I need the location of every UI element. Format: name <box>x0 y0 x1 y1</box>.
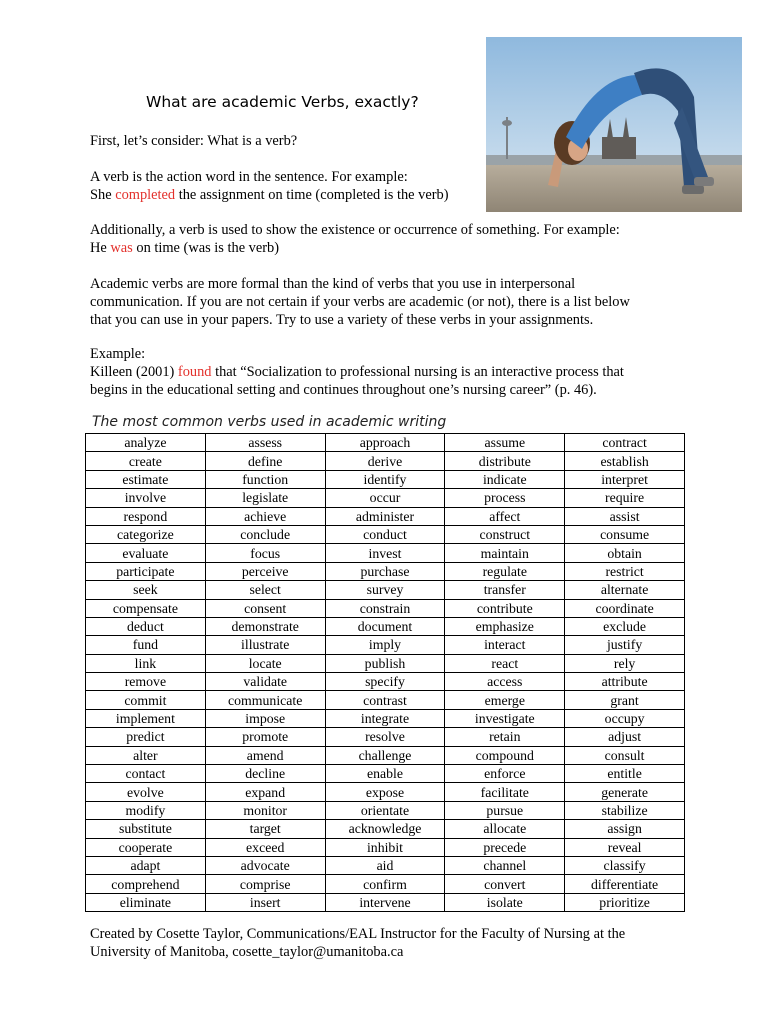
table-cell: survey <box>325 581 445 599</box>
table-row <box>86 654 685 672</box>
example-suffix: the assignment on time (completed is the verb) <box>175 187 449 203</box>
table-caption: The most common verbs used in academic writing <box>92 414 447 430</box>
table-row <box>86 470 685 488</box>
example-label: Example: <box>90 346 146 362</box>
highlighted-verb: found <box>177 364 212 380</box>
table-cell: perceive <box>205 562 325 580</box>
table-cell: occupy <box>565 709 685 727</box>
table-cell: enable <box>325 765 445 783</box>
table-cell: emphasize <box>445 617 565 635</box>
table-cell: constrain <box>325 599 445 617</box>
table-cell: conclude <box>205 525 325 543</box>
table-row <box>86 783 685 801</box>
academic-paragraph <box>90 275 630 329</box>
table-cell: acknowledge <box>325 820 445 838</box>
table-cell: fund <box>86 636 206 654</box>
example-suffix: on time (was is the verb) <box>132 240 280 256</box>
table-cell: transfer <box>445 581 565 599</box>
table-cell: expand <box>205 783 325 801</box>
table-cell: involve <box>86 489 206 507</box>
table-cell: validate <box>205 673 325 691</box>
citation-quote-line: begins in the educational setting and continues throughout one’s nursing career” (p. 46). <box>90 382 597 398</box>
table-cell: exceed <box>205 838 325 856</box>
table-cell: substitute <box>86 820 206 838</box>
table-cell: select <box>205 581 325 599</box>
table-cell: participate <box>86 562 206 580</box>
table-cell: enforce <box>445 765 565 783</box>
table-cell: interact <box>445 636 565 654</box>
table-cell: emerge <box>445 691 565 709</box>
table-cell: comprehend <box>86 875 206 893</box>
table-cell: allocate <box>445 820 565 838</box>
table-cell: consult <box>565 746 685 764</box>
table-cell: rely <box>565 654 685 672</box>
table-row <box>86 452 685 470</box>
table-cell: precede <box>445 838 565 856</box>
academic-paragraph-line: communication. If you are not certain if your verbs are academic (or not), there is a list below <box>90 294 630 310</box>
table-cell: promote <box>205 728 325 746</box>
existence-definition <box>90 221 620 257</box>
table-cell: grant <box>565 691 685 709</box>
table-cell: facilitate <box>445 783 565 801</box>
table-cell: modify <box>86 801 206 819</box>
table-cell: eliminate <box>86 893 206 911</box>
table-cell: deduct <box>86 617 206 635</box>
verb-definition <box>90 168 449 204</box>
table-cell: inhibit <box>325 838 445 856</box>
table-cell: publish <box>325 654 445 672</box>
table-row <box>86 636 685 654</box>
table-cell: contact <box>86 765 206 783</box>
table-cell: coordinate <box>565 599 685 617</box>
table-row <box>86 893 685 911</box>
table-cell: alternate <box>565 581 685 599</box>
table-cell: analyze <box>86 434 206 452</box>
table-cell: investigate <box>445 709 565 727</box>
table-cell: construct <box>445 525 565 543</box>
table-cell: consume <box>565 525 685 543</box>
table-cell: aid <box>325 856 445 874</box>
table-cell: entitle <box>565 765 685 783</box>
table-cell: assess <box>205 434 325 452</box>
table-cell: focus <box>205 544 325 562</box>
table-cell: establish <box>565 452 685 470</box>
table-cell: interpret <box>565 470 685 488</box>
table-cell: implement <box>86 709 206 727</box>
table-row <box>86 728 685 746</box>
table-cell: compensate <box>86 599 206 617</box>
table-cell: monitor <box>205 801 325 819</box>
table-cell: resolve <box>325 728 445 746</box>
table-cell: distribute <box>445 452 565 470</box>
table-cell: purchase <box>325 562 445 580</box>
table-cell: evolve <box>86 783 206 801</box>
table-cell: consent <box>205 599 325 617</box>
table-cell: occur <box>325 489 445 507</box>
table-cell: contract <box>565 434 685 452</box>
table-cell: seek <box>86 581 206 599</box>
table-row <box>86 673 685 691</box>
table-cell: approach <box>325 434 445 452</box>
table-cell: maintain <box>445 544 565 562</box>
academic-paragraph-line: that you can use in your papers. Try to use a variety of these verbs in your assignments. <box>90 312 594 328</box>
table-cell: isolate <box>445 893 565 911</box>
table-row <box>86 875 685 893</box>
table-cell: process <box>445 489 565 507</box>
table-cell: integrate <box>325 709 445 727</box>
table-row <box>86 489 685 507</box>
table-cell: generate <box>565 783 685 801</box>
table-row <box>86 562 685 580</box>
table-cell: decline <box>205 765 325 783</box>
table-cell: derive <box>325 452 445 470</box>
table-row <box>86 507 685 525</box>
table-cell: comprise <box>205 875 325 893</box>
table-cell: target <box>205 820 325 838</box>
highlighted-verb: completed <box>115 187 176 203</box>
table-row <box>86 691 685 709</box>
table-cell: affect <box>445 507 565 525</box>
table-cell: differentiate <box>565 875 685 893</box>
table-cell: predict <box>86 728 206 746</box>
page-title: What are academic Verbs, exactly? <box>146 93 419 111</box>
table-cell: compound <box>445 746 565 764</box>
table-cell: stabilize <box>565 801 685 819</box>
table-cell: achieve <box>205 507 325 525</box>
table-cell: restrict <box>565 562 685 580</box>
table-cell: advocate <box>205 856 325 874</box>
footer-line: University of Manitoba, cosette_taylor@umanitoba.ca <box>90 944 404 960</box>
table-cell: remove <box>86 673 206 691</box>
table-row <box>86 801 685 819</box>
footer-line: Created by Cosette Taylor, Communications/EAL Instructor for the Faculty of Nursing at the <box>90 926 626 942</box>
table-cell: demonstrate <box>205 617 325 635</box>
table-cell: identify <box>325 470 445 488</box>
table-cell: expose <box>325 783 445 801</box>
highlighted-verb: was <box>110 240 133 256</box>
example-prefix: She <box>90 187 116 203</box>
table-cell: adapt <box>86 856 206 874</box>
table-row <box>86 581 685 599</box>
table-cell: adjust <box>565 728 685 746</box>
table-cell: impose <box>205 709 325 727</box>
table-cell: orientate <box>325 801 445 819</box>
intro-question: First, let’s consider: What is a verb? <box>90 133 298 149</box>
table-cell: amend <box>205 746 325 764</box>
example-block <box>90 345 624 399</box>
table-row <box>86 544 685 562</box>
table-cell: link <box>86 654 206 672</box>
verb-table <box>85 433 685 912</box>
verb-definition-line: A verb is the action word in the sentence. For example: <box>90 169 408 185</box>
table-cell: challenge <box>325 746 445 764</box>
table-cell: regulate <box>445 562 565 580</box>
table-cell: illustrate <box>205 636 325 654</box>
table-cell: access <box>445 673 565 691</box>
table-cell: function <box>205 470 325 488</box>
table-cell: categorize <box>86 525 206 543</box>
table-row <box>86 820 685 838</box>
table-cell: invest <box>325 544 445 562</box>
table-row <box>86 765 685 783</box>
table-cell: channel <box>445 856 565 874</box>
table-cell: contribute <box>445 599 565 617</box>
table-cell: respond <box>86 507 206 525</box>
table-cell: alter <box>86 746 206 764</box>
academic-paragraph-line: Academic verbs are more formal than the kind of verbs that you use in interpersonal <box>90 276 576 292</box>
table-cell: classify <box>565 856 685 874</box>
table-cell: retain <box>445 728 565 746</box>
table-row <box>86 709 685 727</box>
table-cell: assist <box>565 507 685 525</box>
table-cell: communicate <box>205 691 325 709</box>
backbend-photo-illustration <box>486 37 742 212</box>
table-cell: cooperate <box>86 838 206 856</box>
table-cell: document <box>325 617 445 635</box>
table-cell: conduct <box>325 525 445 543</box>
table-cell: administer <box>325 507 445 525</box>
table-cell: insert <box>205 893 325 911</box>
table-cell: attribute <box>565 673 685 691</box>
example-prefix: He <box>90 240 111 256</box>
table-cell: legislate <box>205 489 325 507</box>
table-cell: confirm <box>325 875 445 893</box>
table-row <box>86 434 685 452</box>
verb-table-body <box>86 434 685 912</box>
table-cell: intervene <box>325 893 445 911</box>
existence-definition-line: Additionally, a verb is used to show the existence or occurrence of something. For example: <box>90 222 620 238</box>
table-cell: define <box>205 452 325 470</box>
table-cell: assign <box>565 820 685 838</box>
table-cell: exclude <box>565 617 685 635</box>
table-row <box>86 856 685 874</box>
table-cell: convert <box>445 875 565 893</box>
table-row <box>86 617 685 635</box>
footer-credit <box>90 925 625 961</box>
table-cell: assume <box>445 434 565 452</box>
table-cell: justify <box>565 636 685 654</box>
table-cell: create <box>86 452 206 470</box>
table-cell: obtain <box>565 544 685 562</box>
citation-prefix: Killeen (2001) <box>90 364 178 380</box>
table-cell: indicate <box>445 470 565 488</box>
header-photo <box>486 37 742 212</box>
table-cell: prioritize <box>565 893 685 911</box>
table-cell: require <box>565 489 685 507</box>
citation-quote: that “Socialization to professional nursing is an interactive process that <box>211 364 624 380</box>
table-cell: specify <box>325 673 445 691</box>
table-cell: commit <box>86 691 206 709</box>
table-cell: evaluate <box>86 544 206 562</box>
table-cell: react <box>445 654 565 672</box>
table-cell: locate <box>205 654 325 672</box>
table-cell: imply <box>325 636 445 654</box>
table-row <box>86 746 685 764</box>
table-cell: contrast <box>325 691 445 709</box>
table-cell: estimate <box>86 470 206 488</box>
table-row <box>86 525 685 543</box>
table-cell: pursue <box>445 801 565 819</box>
table-cell: reveal <box>565 838 685 856</box>
table-row <box>86 838 685 856</box>
table-row <box>86 599 685 617</box>
